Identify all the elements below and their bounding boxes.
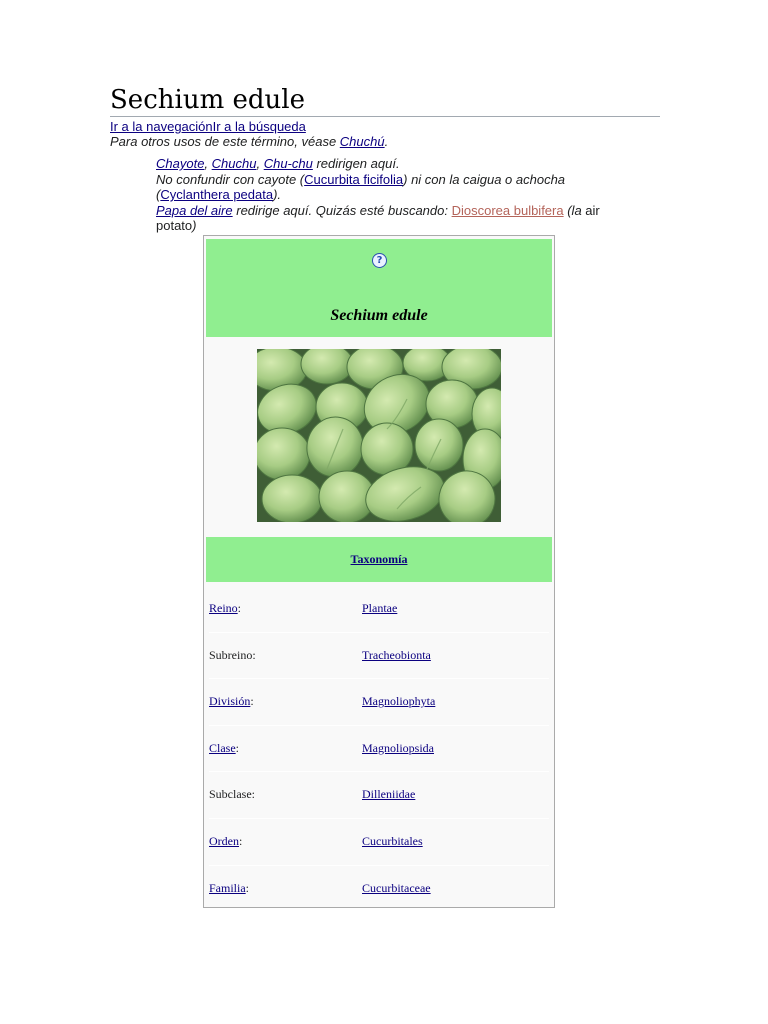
rank-colon: : xyxy=(245,880,250,895)
rank-label xyxy=(209,787,255,802)
rank-value-link[interactable]: Plantae xyxy=(362,601,398,615)
chuchu-disambiguation-link[interactable]: Chuchú xyxy=(339,134,385,149)
cyclanthera-pedata-link[interactable]: Cyclanthera pedata xyxy=(160,187,274,202)
comma-separator: , xyxy=(204,156,212,171)
row-divider xyxy=(209,865,549,866)
chuchu-link[interactable]: Chuchu xyxy=(211,156,257,171)
confusion-suffix: ). xyxy=(273,187,282,202)
papa-del-aire-link[interactable]: Papa del aire xyxy=(156,202,233,218)
rank-label xyxy=(209,694,254,709)
hatnotes xyxy=(156,156,636,234)
row-divider xyxy=(209,632,549,633)
redirect-middle: redirige aquí. Quizás esté buscando: xyxy=(232,202,452,218)
rank-label xyxy=(209,741,239,756)
rank-label-link[interactable]: División xyxy=(209,694,251,709)
rank-colon: : xyxy=(235,740,240,755)
rank-label-text: Subreino xyxy=(209,647,253,662)
redirect-hatnote xyxy=(156,156,636,172)
cucurbita-ficifolia-link[interactable]: Cucurbita ficifolia xyxy=(304,171,404,187)
rank-value-link[interactable]: Tracheobionta xyxy=(362,647,431,662)
taxobox-species-name: Sechium edule xyxy=(330,307,428,324)
confusion-middle: ) ni con la caigua o achocha ( xyxy=(156,171,566,202)
row-divider xyxy=(209,818,549,819)
other-uses-suffix: . xyxy=(384,134,389,149)
rank-label-link[interactable]: Familia xyxy=(209,880,246,895)
rank-value-link[interactable]: Cucurbitales xyxy=(362,834,423,848)
rank-colon: : xyxy=(250,694,254,709)
confusion-prefix: No confundir con cayote ( xyxy=(156,171,305,187)
rank-label-link[interactable]: Reino xyxy=(209,601,238,615)
dioscorea-bulbifera-link[interactable]: Dioscorea bulbifera xyxy=(451,202,564,218)
rank-colon: : xyxy=(252,647,256,662)
taxonomy-row xyxy=(209,741,549,757)
rank-label-link[interactable]: Clase xyxy=(209,740,236,755)
redirect-text: redirigen aquí. xyxy=(312,156,400,171)
paren-open: (la xyxy=(563,202,586,218)
row-divider xyxy=(209,725,549,726)
taxonomy-row xyxy=(209,694,549,710)
rank-value-link[interactable]: Magnoliophyta xyxy=(362,694,436,709)
taxonomy-row xyxy=(209,881,549,897)
help-question-icon[interactable]: ? xyxy=(372,253,387,268)
other-uses-prefix: Para otros usos de este término, véase xyxy=(110,134,340,149)
rank-value-link[interactable]: Dilleniidae xyxy=(362,787,416,802)
rank-label-text: Subclase xyxy=(209,787,252,802)
comma-separator: , xyxy=(256,156,264,171)
rank-colon: : xyxy=(239,834,243,848)
rank-label-link[interactable]: Orden xyxy=(209,834,239,848)
taxonomy-row xyxy=(209,834,549,850)
chayote-photo[interactable] xyxy=(257,349,501,522)
taxobox-header xyxy=(206,239,552,337)
confusion-hatnote xyxy=(156,172,636,203)
taxonomy-row xyxy=(209,648,549,664)
rank-value-link[interactable]: Cucurbitaceae xyxy=(362,880,431,895)
chayote-link[interactable]: Chayote xyxy=(156,156,205,171)
air-potato-text: air potato xyxy=(156,202,600,233)
chayote-fruit-image xyxy=(257,349,501,522)
taxonomy-row xyxy=(209,601,549,617)
chu-chu-link[interactable]: Chu-chu xyxy=(263,156,313,171)
jump-to-navigation-link[interactable]: Ir a la navegación xyxy=(110,119,213,134)
papa-del-aire-hatnote xyxy=(156,203,636,234)
row-divider xyxy=(209,678,549,679)
rank-label xyxy=(209,648,256,663)
rank-label xyxy=(209,601,241,616)
rank-label xyxy=(209,881,249,896)
other-uses-note xyxy=(110,134,388,150)
rank-value-link[interactable]: Magnoliopsida xyxy=(362,740,434,755)
rank-label xyxy=(209,834,242,849)
jump-to-search-link[interactable]: Ir a la búsqueda xyxy=(212,119,306,134)
taxobox xyxy=(203,235,555,908)
page-title: Sechium edule xyxy=(110,84,660,117)
taxonomy-header xyxy=(206,537,552,582)
taxonomy-link[interactable]: Taxonomía xyxy=(350,552,408,566)
row-divider xyxy=(209,771,549,772)
jump-links xyxy=(110,119,306,135)
rank-colon: : xyxy=(251,787,255,802)
taxonomy-row xyxy=(209,787,549,803)
rank-colon: : xyxy=(237,601,242,615)
paren-close: ) xyxy=(192,218,197,233)
